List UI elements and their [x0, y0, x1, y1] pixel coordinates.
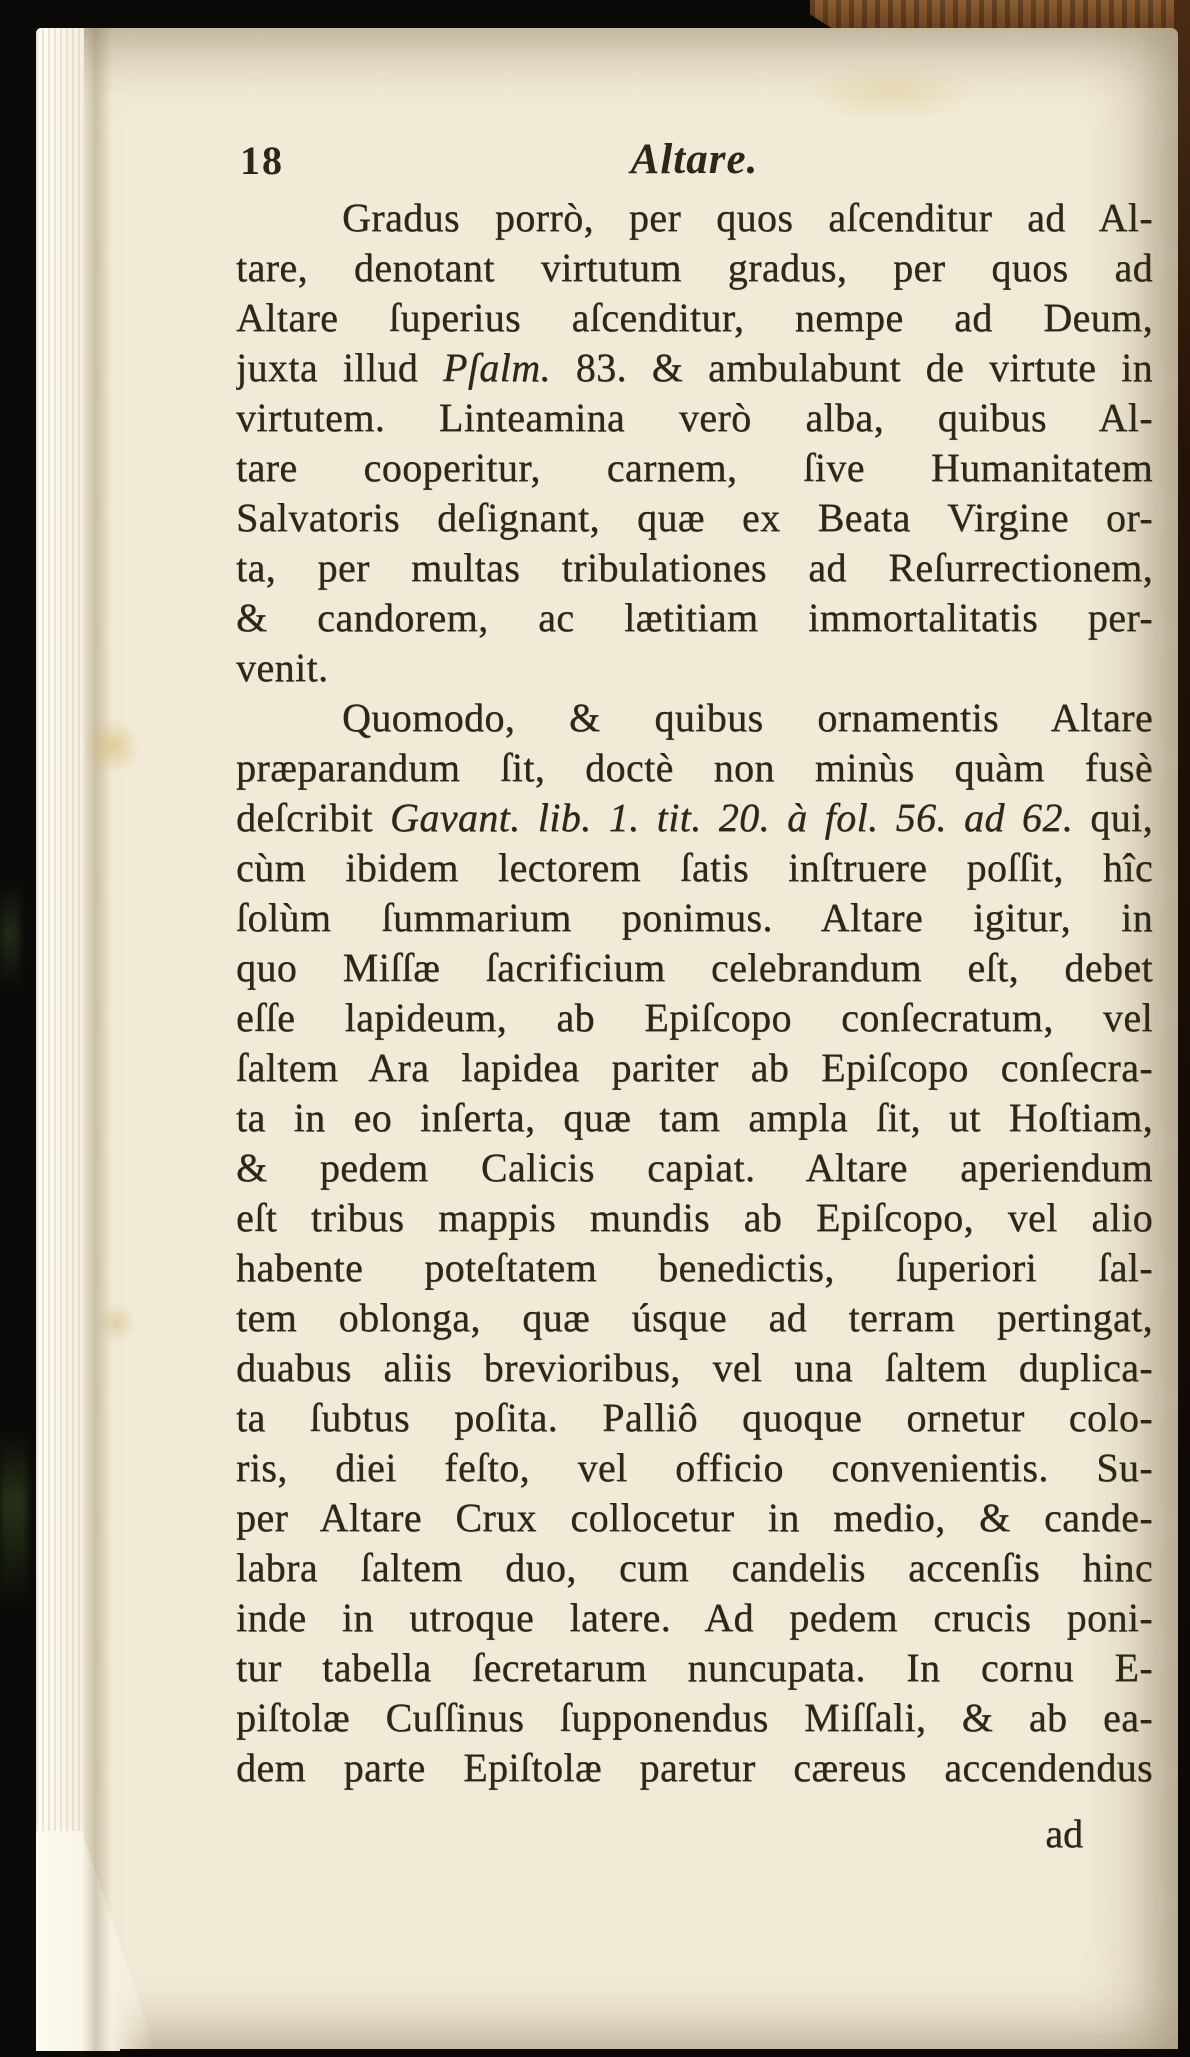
body-text: juxta illud: [236, 345, 443, 390]
text-line: [236, 893, 1153, 943]
page-number: 18: [240, 138, 284, 183]
text-line: [236, 193, 1153, 243]
body-text: deſcribit: [236, 795, 391, 840]
body-text: habente poteſtatem benedictis, ſuperiori ſal-: [236, 1245, 1153, 1290]
text-line: [236, 793, 1153, 843]
body-text: tem oblonga, quæ úsque ad terram pertingat,: [236, 1295, 1153, 1340]
body-text: Gradus porrò, per quos aſcenditur ad Al-: [342, 195, 1153, 240]
text-line: [236, 543, 1153, 593]
text-lines: [236, 193, 1153, 1793]
body-text: inde in utroque latere. Ad pedem crucis poni-: [236, 1595, 1153, 1640]
page-fore-edge: [36, 28, 84, 2051]
text-line: [236, 1043, 1153, 1093]
text-line: [236, 1293, 1153, 1343]
body-text: cùm ibidem lectorem ſatis inſtruere poſſit, hîc: [236, 845, 1153, 890]
paper-stain: [96, 1303, 136, 1343]
body-text: præparandum ſit, doctè non minùs quàm fusè: [236, 745, 1153, 790]
citation-text: Pſalm.: [442, 345, 551, 390]
page-header: [236, 135, 1153, 193]
body-text: qui,: [1073, 795, 1153, 840]
text-line: [236, 1393, 1153, 1443]
body-text: Salvatoris deſignant, quæ ex Beata Virgine or-: [236, 495, 1153, 540]
text-line: [236, 1643, 1153, 1693]
catchword: ad: [1045, 1811, 1083, 1856]
paper-stain: [806, 62, 976, 122]
body-text: eſſe lapideum, ab Epiſcopo conſecratum, vel: [236, 995, 1153, 1040]
text-line: [236, 243, 1153, 293]
text-line: [236, 743, 1153, 793]
body-text: duabus aliis brevioribus, vel una ſaltem duplica-: [236, 1345, 1153, 1390]
body-text: per Altare Crux collocetur in medio, & cande-: [236, 1495, 1153, 1540]
body-text: tare cooperitur, carnem, ſive Humanitatem: [236, 445, 1153, 490]
text-line: [236, 443, 1153, 493]
body-text: dem parte Epiſtolæ paretur cæreus accendendus: [236, 1745, 1153, 1790]
body-text: & candorem, ac lætitiam immortalitatis per-: [236, 595, 1153, 640]
body-text: Quomodo, & quibus ornamentis Altare: [342, 695, 1153, 740]
text-line: [236, 1693, 1153, 1743]
body-text: ſaltem Ara lapidea pariter ab Epiſcopo conſecra-: [236, 1045, 1153, 1090]
text-line: [236, 1493, 1153, 1543]
body-text: tare, denotant virtutum gradus, per quos ad: [236, 245, 1153, 290]
body-text: Altare ſuperius aſcenditur, nempe ad Deum,: [236, 295, 1153, 340]
body-text: piſtolæ Cuſſinus ſupponendus Miſſali, & ab ea-: [236, 1695, 1153, 1740]
body-text: ta in eo inſerta, quæ tam ampla ſit, ut Hoſtiam,: [236, 1095, 1153, 1140]
body-text: tur tabella ſecretarum nuncupata. In cornu E-: [236, 1645, 1153, 1690]
text-line: [236, 643, 1153, 693]
book-edge-bottom: [120, 2049, 1190, 2057]
body-text: ta, per multas tribulationes ad Reſurrectionem,: [236, 545, 1153, 590]
text-line: [236, 1593, 1153, 1643]
text-line: [236, 1143, 1153, 1193]
citation-text: Gavant. lib. 1. tit. 20. à fol. 56. ad 62.: [390, 795, 1074, 840]
text-line: [236, 1543, 1153, 1593]
body-text: labra ſaltem duo, cum candelis accenſis hinc: [236, 1545, 1153, 1590]
running-title: Altare.: [630, 136, 759, 183]
text-line: [236, 1193, 1153, 1243]
text-line: [236, 1443, 1153, 1493]
text-line: [236, 1243, 1153, 1293]
text-line: [236, 1343, 1153, 1393]
text-line: [236, 693, 1153, 743]
text-line: [236, 943, 1153, 993]
text-line: [236, 293, 1153, 343]
body-text: quo Miſſæ ſacrificium celebrandum eſt, debet: [236, 945, 1153, 990]
text-line: [236, 1743, 1153, 1793]
body-text: 83. & ambulabunt de virtute in: [550, 345, 1153, 390]
body-text: eſt tribus mappis mundis ab Epiſcopo, vel alio: [236, 1195, 1153, 1240]
text-line: [236, 343, 1153, 393]
background-streak: [0, 1430, 28, 1610]
paper-stain: [84, 718, 140, 774]
background-streak: [0, 880, 20, 990]
text-line: [236, 493, 1153, 543]
body-text: virtutem. Linteamina verò alba, quibus Al-: [236, 395, 1153, 440]
text-line: [236, 1093, 1153, 1143]
text-line: [236, 393, 1153, 443]
text-line: [236, 843, 1153, 893]
text-line: [236, 993, 1153, 1043]
page-text: [236, 135, 1153, 1925]
body-text: & pedem Calicis capiat. Altare aperiendum: [236, 1145, 1153, 1190]
body-text: venit.: [236, 645, 329, 690]
text-line: [236, 593, 1153, 643]
book-page: [36, 28, 1178, 2051]
body-text: ris, diei feſto, vel officio convenientis. Su-: [236, 1445, 1153, 1490]
body-text: ta ſubtus poſita. Palliô quoque ornetur colo-: [236, 1395, 1153, 1440]
page-crease-shadow: [82, 28, 112, 2051]
body-text: ſolùm ſummarium ponimus. Altare igitur, in: [236, 895, 1153, 940]
